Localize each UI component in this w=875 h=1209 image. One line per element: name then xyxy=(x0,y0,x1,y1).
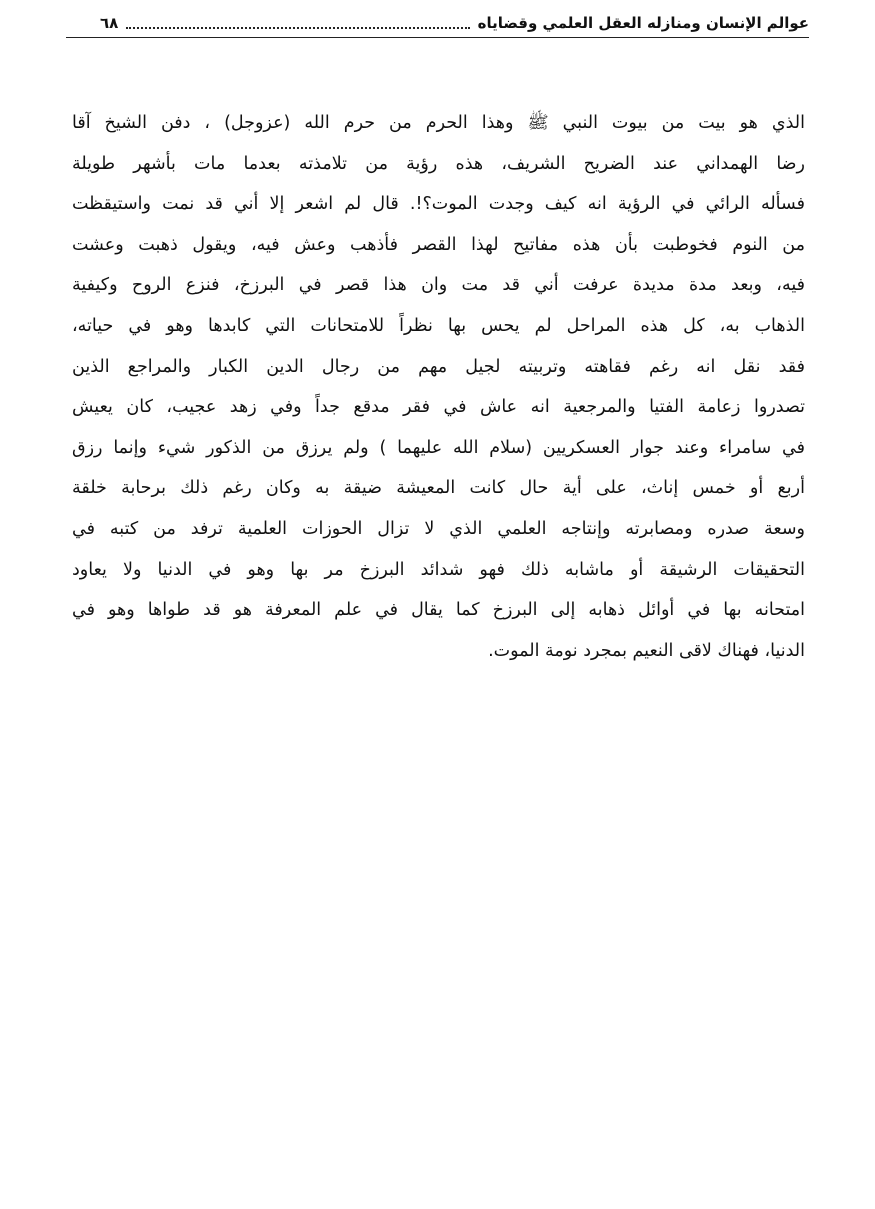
text-line: أربع أو خمس إناث، على أية حال كانت المعيشة ضيقة به وكان رغم ذلك برحابة خلقة xyxy=(72,478,805,499)
text-line: الذهاب به، كل هذه المراحل لم يحس بها نظراً للامتحانات التي كابدها وهو في حياته، xyxy=(72,315,805,336)
text-line: وسعة صدره ومصابرته وإنتاجه العلمي الذي لا تزال الحوزات العلمية ترفد من كتبه في xyxy=(72,518,805,539)
text-line: رضا الهمداني عند الضريح الشريف، هذه رؤية من تلامذته بعدما مات بأشهر طويلة xyxy=(72,153,805,174)
text-line: الذي هو بيت من بيوت النبي ﷺ وهذا الحرم من حرم الله (عزوجل) ، دفن الشيخ آقا xyxy=(72,113,805,133)
text-line: من النوم فخوطبت بأن هذه مفاتيح لهذا القصر فأذهب وعش فيه، ويقول ذهبت وعشت xyxy=(72,234,805,255)
page-number: ٦٨ xyxy=(100,14,119,32)
text-line: تصدروا زعامة الفتيا والمرجعية انه عاش في فقر مدقع جداً وفي زهد عجيب، كان يعيش xyxy=(72,397,805,418)
text-line: امتحانه بها في أوائل ذهابه إلى البرزخ كما يقال في علم المعرفة هو قد طواها وهو في xyxy=(72,600,805,621)
running-header xyxy=(100,8,809,38)
header-dot-leader xyxy=(126,17,469,29)
text-line: التحقيقات الرشيقة أو ماشابه ذلك فهو شدائد البرزخ مر بها وهو في الدنيا ولا يعاود xyxy=(72,559,805,580)
text-line: فسأله الرائي في الرؤية انه كيف وجدت الموت؟!. قال لم اشعر إلا أني قد نمت واستيقظت xyxy=(72,194,805,215)
header-title: عوالم الإنسان ومنازله العقل العلمي وقضاياه xyxy=(477,14,809,32)
text-line: فيه، وبعد مدة مديدة عرفت أني قد مت وان هذا قصر في البرزخ، فنزع الروح وكيفية xyxy=(72,275,805,296)
page-body xyxy=(72,103,805,671)
header-rule xyxy=(66,37,809,38)
text-line: الدنيا، فهناك لاقى النعيم بمجرد نومة الموت. xyxy=(488,640,805,661)
text-line: في سامراء وعند جوار العسكريين (سلام الله عليهما ) ولم يرزق من الذكور شيء وإنما رزق xyxy=(72,437,805,458)
text-line: فقد نقل انه رغم فقاهته وتربيته لجيل مهم من رجال الدين الكبار والمراجع الذين xyxy=(72,356,805,377)
